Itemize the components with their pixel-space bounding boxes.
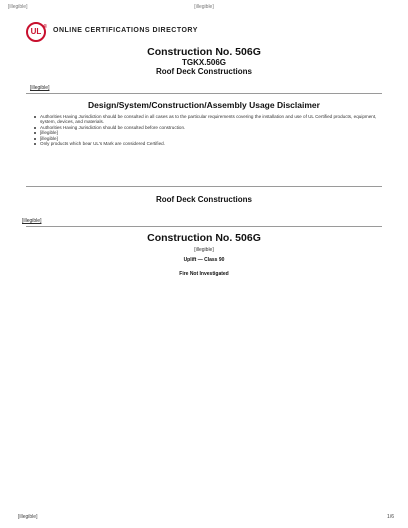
print-date: [illegible] bbox=[8, 4, 28, 10]
uplift-rating: Uplift — Class 90 bbox=[183, 257, 225, 263]
disclaimer-item: [illegible] bbox=[34, 136, 382, 141]
footer-url: [illegible] bbox=[18, 514, 38, 520]
section-title: Roof Deck Constructions bbox=[155, 195, 252, 204]
page-number: 1/6 bbox=[387, 514, 394, 520]
ul-logo-icon[interactable] bbox=[26, 22, 46, 42]
divider bbox=[26, 186, 382, 187]
fire-rating: Fire Not Investigated bbox=[179, 271, 229, 277]
divider bbox=[26, 93, 382, 94]
category-code: TGKX.506G bbox=[181, 58, 226, 67]
print-header bbox=[8, 4, 400, 12]
disclaimer-title: Design/System/Construction/Assembly Usage Disclaimer bbox=[88, 100, 320, 110]
directory-title: ONLINE CERTIFICATIONS DIRECTORY bbox=[53, 27, 198, 34]
ul-logo-text: UL bbox=[30, 27, 42, 36]
page-title: Construction No. 506G bbox=[147, 46, 261, 58]
directory-header bbox=[26, 20, 382, 44]
disclaimer-item: Only products which bear UL's Mark are considered Certified. bbox=[34, 141, 382, 146]
print-page-title: [illegible] bbox=[194, 4, 214, 10]
construction-date: [illegible] bbox=[194, 247, 214, 253]
back-link[interactable]: [illegible] bbox=[30, 85, 50, 91]
ul-logo-registered: ® bbox=[43, 24, 47, 30]
disclaimer-item: Authorities Having Jurisdiction should be consulted before construction. bbox=[34, 125, 382, 130]
divider bbox=[26, 226, 382, 227]
page-subtitle: Roof Deck Constructions bbox=[155, 67, 252, 76]
construction-title: Construction No. 506G bbox=[147, 232, 261, 244]
section-link[interactable]: [illegible] bbox=[22, 218, 42, 224]
disclaimer-list bbox=[34, 114, 382, 146]
disclaimer-item: Authorities Having Jurisdiction should be consulted in all cases as to the particular requirements covering the installation and use of UL Certified products, equipment, system, devices, and materials. bbox=[34, 114, 382, 125]
print-footer bbox=[8, 514, 400, 522]
disclaimer-item: [illegible] bbox=[34, 130, 382, 135]
